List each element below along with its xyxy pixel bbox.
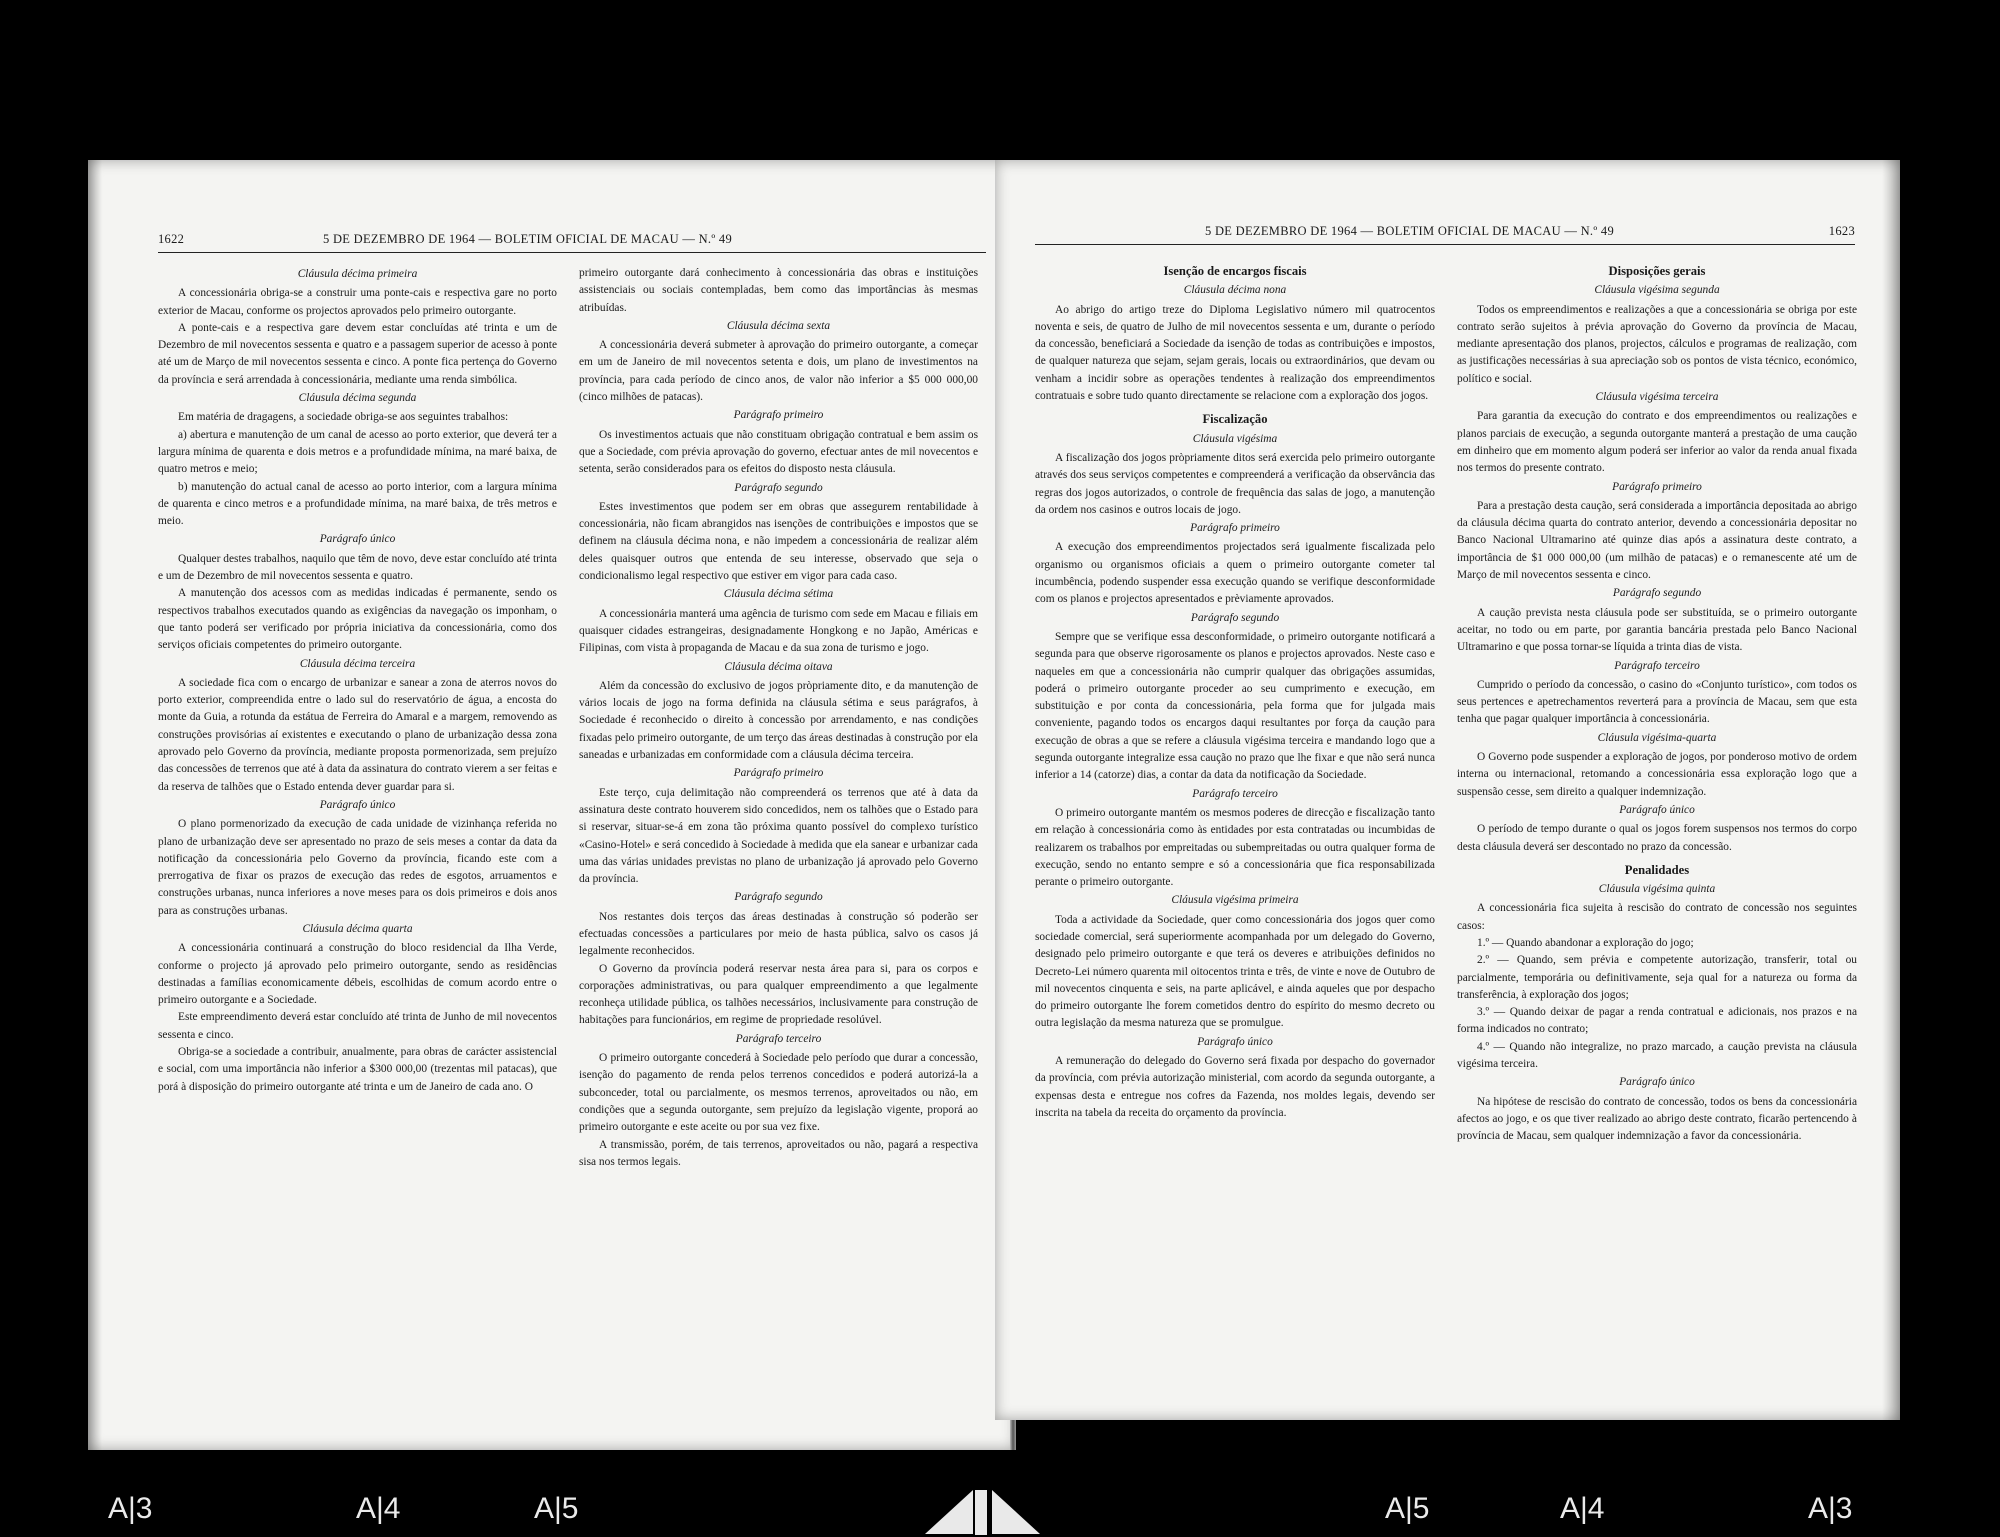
- paragraph: A concessionária manterá uma agência de turismo com sede em Macau e filiais em quaisquer cidades estrangeiras, designadamente Hongkong e no Japão, Américas e Filipinas, com vista à propaganda de Macau e da sua zona de turismo e jogo.: [579, 607, 978, 655]
- paragraph: Obriga-se a sociedade a contribuir, anualmente, para obras de carácter assistencial e social, com uma importância não inferior a $300 000,00 (trezentas mil patacas), que porá à disposição do primeiro outorgante até trinta e um de Janeiro de cada ano. O: [158, 1046, 557, 1093]
- paragraph: primeiro outorgante dará conhecimento à concessionária das obras e instituições assistenciais ou sociais contempladas, bem como das importâncias às mesmas atribuídas.: [579, 267, 978, 314]
- paragraph: O plano pormenorizado da execução de cada unidade de vizinhança referida no plano de urbanização deve ser apresentado no prazo de seis meses a contar da data da notificação da concessionária pelo Governo da província, ficando este com a prerrogativa de fixar os prazos de execução das redes de esgotos, arruamentos e construções urbanas, nunca inferiores a nove meses para os dois primeiros e dois anos para as construções urbanas.: [158, 818, 557, 917]
- page-shadow: [88, 160, 102, 1450]
- paragraph: A concessionária continuará a construção do bloco residencial da Ilha Verde, conforme o projecto já aprovado pelo primeiro outorgante, sendo as residências destinadas a famílias economicamente débeis, escolhidas de comum acordo entre o primeiro outorgante e a Sociedade.: [158, 942, 557, 1007]
- paragraph: Além da concessão do exclusivo de jogos pròpriamente dito, e da manutenção de vários locais de jogo na forma definida na cláusula sétima e seus parágrafos, à Sociedade é reconhecido o direito à concessão por arrendamento, e nas condições fixadas pelo primeiro outorgante, de um terço das áreas destinadas à construção por ela saneadas e urbanizadas em conformidade com a cláusula décima terceira.: [579, 679, 978, 762]
- section-heading: Parágrafo primeiro: [1612, 480, 1702, 493]
- paragraph: A concessionária obriga-se a construir uma ponte-cais e respectiva gare no porto exterior de Macau, conforme os projectos aprovados pelo primeiro outorgante.: [158, 287, 557, 317]
- paragraph: 2.º — Quando, sem prévia e competente autorização, transferir, total ou parcialmente, temporária ou definitivamente, seja qual for a natureza ou forma da transferência, à exploração dos jogos;: [1457, 954, 1857, 1001]
- header-title: 5 DE DEZEMBRO DE 1964 — BOLETIM OFICIAL DE MACAU — N.º 49: [1205, 224, 1615, 238]
- left-column-2: [579, 265, 978, 1171]
- paragraph: A caução prevista nesta cláusula pode ser substituída, se o primeiro outorgante aceitar, no todo ou em parte, por garantia bancária prestada pelo Banco Nacional Ultramarino e que possa tornar-se líquida a trinta dias de vista.: [1457, 606, 1857, 654]
- paragraph: Qualquer destes trabalhos, naquilo que têm de novo, deve estar concluído até trinta e um de Dezembro de mil novecentos sessenta e quatro.: [158, 552, 557, 583]
- paragraph: a) abertura e manutenção de um canal de acesso ao porto exterior, que deverá ter a largura mínima de quarenta e dois metros e a profundidade mínima, na maré baixa, de quatro metros e meio;: [158, 428, 557, 476]
- section-heading: Parágrafo primeiro: [1190, 522, 1280, 535]
- paragraph: O primeiro outorgante concederá à Sociedade pelo período que durar a concessão, isenção do pagamento de renda pelos terrenos concedidos e poderá autorizá-la a subconceder, total ou parcialmente, os mesmos terrenos, aproveitados ou não, em condições que a segunda outorgante, sem prejuízo da legislação vigente, proporá ao primeiro outorgante e este aceite ou por sua vez fixe.: [579, 1052, 978, 1134]
- section-heading: Parágrafo terceiro: [1614, 659, 1700, 672]
- section-heading: Cláusula vigésima-quarta: [1597, 731, 1717, 744]
- paragraph: Este empreendimento deverá estar concluído até trinta de Junho de mil novecentos sessenta e cinco.: [158, 1011, 557, 1041]
- paragraph: O Governo da província poderá reservar nesta área para si, para os corpos e corporações administrativas, ou para qualquer empreendimento a que legalmente reconheça utilidade pública, os talhões necessários, inclusivamente para construção de habitações para funcionários, em regime de propriedade resolúvel.: [579, 962, 978, 1027]
- paragraph: b) manutenção do actual canal de acesso ao porto interior, com a largura mínima de quarenta e cinco metros e a profundidade mínima, na maré baixa, de três metros e meio.: [158, 480, 557, 528]
- header-title: 5 DE DEZEMBRO DE 1964 — BOLETIM OFICIAL DE MACAU — N.º 49: [323, 232, 733, 246]
- section-heading: Parágrafo terceiro: [735, 1032, 822, 1045]
- section-heading: Parágrafo segundo: [1190, 611, 1280, 624]
- paragraph: A manutenção dos acessos com as medidas indicadas é permanente, sendo os respectivos trabalhos executados quando as exigências da navegação os imponham, o que tanto poderá ser verificado por própria iniciativa da concessionária, como dos serviços oficiais competentes do primeiro outorgante.: [158, 587, 557, 652]
- left-page: [88, 160, 1016, 1450]
- right-column-2: [1457, 257, 1857, 1146]
- paragraph: Cumprido o período da concessão, o casino do «Conjunto turístico», com todos os seus pertences e apetrechamentos reverterá para a província de Macau, sem que esta tenha que pagar qualquer importância à concessionária.: [1457, 678, 1857, 726]
- paragraph: 3.º — Quando deixar de pagar a renda contratual e adicionais, nos prazos e na forma indicados no contrato;: [1457, 1006, 1857, 1036]
- section-heading: Parágrafo primeiro: [733, 767, 824, 780]
- paragraph: A concessionária deverá submeter à aprovação do primeiro outorgante, a começar em um de Janeiro de mil novecentos setenta e dois, um plano de investimentos na província, para cada período de cinco anos, de valor não inferior a $5 000 000,00 (cinco milhões de patacas).: [579, 339, 978, 404]
- left-page-header: [158, 230, 986, 253]
- film-frame-mark: A|3: [1808, 1492, 1853, 1525]
- film-frame-mark: A|4: [356, 1492, 401, 1525]
- right-page-header: [1035, 222, 1855, 245]
- paragraph: A remuneração do delegado do Governo será fixada por despacho do governador da província, com prévia autorização ministerial, com acordo da segunda outorgante, a expensas desta e entregue nos cofres da Fazenda, nos moldes legais, devendo ser inscrita na tabela da receita do orçamento da província.: [1035, 1055, 1435, 1119]
- section-title: Penalidades: [1624, 862, 1690, 877]
- section-heading: Cláusula décima quarta: [302, 922, 413, 935]
- section-heading: Cláusula décima primeira: [297, 268, 418, 280]
- section-heading: Cláusula vigésima quinta: [1598, 883, 1716, 896]
- section-heading: Cláusula décima terceira: [299, 657, 416, 670]
- film-center-arrow-right: [992, 1490, 1040, 1534]
- section-heading: Parágrafo único: [319, 533, 396, 546]
- section-title: Fiscalização: [1202, 412, 1268, 427]
- section-heading: Cláusula décima segunda: [298, 392, 417, 405]
- section-heading: Cláusula vigésima terceira: [1595, 391, 1719, 404]
- paragraph: A ponte-cais e a respectiva gare devem estar concluídas até trinta e um de Dezembro de mil novecentos sessenta e quatro e a passagem superior de acesso à ponte até um de Março de mil novecentos sessenta e cinco. A ponte fica pertença do Governo da província e será arrendada à concessionária, mediante uma renda simbólica.: [158, 321, 557, 386]
- paragraph: Todos os empreendimentos e realizações a que a concessionária se obriga por este contrato serão sujeitos à prévia aprovação do Governo da província de Macau, mediante apresentação dos planos, projectos, cálculos e programas de realização, com as justificações necessárias à sua apreciação sob os pontos de vista técnico, económico, político e social.: [1457, 303, 1857, 385]
- film-frame-mark: A|5: [1385, 1492, 1430, 1525]
- film-frame-mark: A|5: [534, 1492, 579, 1525]
- right-column-1: [1035, 257, 1435, 1146]
- section-title: Isenção de encargos fiscais: [1163, 264, 1307, 278]
- section-heading: Parágrafo primeiro: [733, 409, 824, 422]
- section-heading: Parágrafo segundo: [1612, 587, 1702, 600]
- section-heading: Parágrafo segundo: [734, 891, 823, 904]
- paragraph: Estes investimentos que podem ser em obras que assegurem rentabilidade à concessionária, não ficam abrangidos nas isenções de contribuições e impostos que se definem na cláusula décima nona, e não impedem a concessionária de realizar além deles quaisquer outros que entenda de seu interesse, observado que seja o condicionalismo legal respectivo que estiver em vigor para cada caso.: [579, 500, 978, 583]
- section-heading: Cláusula vigésima: [1192, 432, 1278, 445]
- section-heading: Cláusula vigésima segunda: [1594, 284, 1720, 297]
- paragraph: Os investimentos actuais que não constituam obrigação contratual e bem assim os que a Sociedade, com prévia aprovação do governo, efectuar antes de mil novecentos e setenta, serão considerados para os efeitos do disposto nesta cláusula.: [579, 428, 978, 476]
- section-title: Disposições gerais: [1608, 264, 1706, 278]
- film-center-bar: [975, 1490, 987, 1535]
- section-heading: Cláusula décima nona: [1183, 284, 1287, 297]
- paragraph: A execução dos empreendimentos projectados será igualmente fiscalizada pelo organismo ou organismos oficiais a quem o primeiro outorgante cometer tal incumbência, podendo suspender essa execução quando se verifique desconformidade com os planos e projectos apresentados e prèviamente aprovados.: [1035, 541, 1435, 606]
- paragraph: Nos restantes dois terços das áreas destinadas à construção só poderão ser efectuadas concessões a particulares por meio de hasta pública, salvo os casos já legalmente reconhecidos.: [579, 910, 978, 958]
- section-heading: Parágrafo único: [1619, 803, 1695, 816]
- paragraph: Toda a actividade da Sociedade, quer como concessionária dos jogos quer como sociedade comercial, será superiormente acompanhada por um delegado do Governo, designado pelo primeiro outorgante e que terá os deveres e atribuições definidos no Decreto-Lei número quarenta mil oitocentos trinta e três, de vinte e nove de Outubro de mil novecentos cinquenta e seis, na parte aplicável, e ainda aqueles que por despacho do primeiro outorgante lhe forem cometidos dentro do espírito do mesmo decreto ou outra legislação da mesma natureza que se promulgue.: [1035, 913, 1435, 1030]
- page-number: 1623: [1828, 224, 1855, 238]
- paragraph: O primeiro outorgante mantém os mesmos poderes de direcção e fiscalização tanto em relação à concessionária como às entidades por esta contratadas ou incumbidas de realizarem os trabalhos por empreitadas ou subempreitadas ou outra qualquer forma de execução, sendo no entanto sempre e só a concessionária que fica responsabilizada perante o primeiro outorgante.: [1035, 806, 1435, 889]
- left-column-1: [158, 265, 557, 1171]
- paragraph: 1.º — Quando abandonar a exploração do jogo;: [1477, 936, 1694, 949]
- section-heading: Parágrafo único: [1197, 1035, 1273, 1048]
- section-heading: Parágrafo terceiro: [1192, 787, 1278, 800]
- page-shadow: [1882, 160, 1900, 1420]
- section-heading: Cláusula décima sexta: [726, 319, 831, 332]
- paragraph: A fiscalização dos jogos pròpriamente ditos será exercida pelo primeiro outorgante através dos seus serviços competentes e compreenderá a verificação da observância das regras dos jogos autorizados, o controle de frequência das salas de jogo, a manutenção da ordem nos casinos e outros locais de jogo.: [1035, 451, 1435, 516]
- paragraph: O Governo pode suspender a exploração de jogos, por ponderoso motivo de ordem interna ou internacional, retomando a concessionária essa exploração logo que a suspensão cesse, sem direito a qualquer indemnização.: [1457, 751, 1857, 798]
- film-frame-mark: A|3: [108, 1492, 153, 1525]
- paragraph: Em matéria de dragagens, a sociedade obriga-se aos seguintes trabalhos:: [178, 411, 509, 424]
- section-heading: Cláusula décima sétima: [723, 588, 834, 601]
- paragraph: A sociedade fica com o encargo de urbanizar e sanear a zona de aterros novos do porto exterior, compreendida entre o lado sul do reservatório de água, a encosta do monte da Guia, a rotunda da estátua de Ferreira do Amaral e a margem, removendo as construções provisórias aí existentes e executando o plano de urbanização dessa zona aprovado pelo Governo da província, mediante proposta pormenorizada, sem prejuízo das concessões de terrenos que até à data da assinatura do contrato vierem a ser feitas e da reserva de talhões que o Estado entenda dever guardar para si.: [158, 676, 557, 793]
- section-heading: Cláusula décima oitava: [724, 660, 833, 673]
- page-number: 1622: [158, 232, 185, 246]
- section-heading: Parágrafo único: [1619, 1076, 1695, 1089]
- paragraph: A transmissão, porém, de tais terrenos, aproveitados ou não, pagará a respectiva sisa nos termos legais.: [579, 1138, 978, 1168]
- paragraph: Para garantia da execução do contrato e dos empreendimentos ou realizações e planos parciais de execução, a segunda outorgante manterá a prestação de uma caução em dinheiro que em momento algum poderá ser inferior ao valor da renda anual fixada nos termos do presente contrato.: [1457, 410, 1857, 475]
- paragraph: 4.º — Quando não integralize, no prazo marcado, a caução prevista na cláusula vigésima terceira.: [1457, 1040, 1857, 1071]
- section-heading: Parágrafo único: [319, 798, 396, 811]
- section-heading: Cláusula vigésima primeira: [1171, 894, 1299, 907]
- film-center-arrow-left: [925, 1490, 973, 1534]
- section-heading: Parágrafo segundo: [734, 481, 823, 494]
- paragraph: Para a prestação desta caução, será considerada a importância depositada ao abrigo da cláusula décima quarta do contrato anterior, devendo a concessionária depositar no Banco Nacional Ultramarino até quinze dias após a assinatura deste contrato, a importância de $1 000 000,00 (um milhão de patacas) e o remanescente até um de Março de mil novecentos sessenta e cinco.: [1457, 499, 1857, 582]
- film-frame-mark: A|4: [1560, 1492, 1605, 1525]
- paragraph: Este terço, cuja delimitação não compreenderá os terrenos que até à data da assinatura deste contrato houverem sido concedidos, nem os talhões que o Estado para si reservar, situar-se-á em zona tão próxima quanto possível do complexo turístico «Casino-Hotel» e será concedido à Sociedade à medida que ela sanear e urbanizar cada uma das várias unidades previstas no plano de urbanização já aprovado pelo Governo da província.: [579, 786, 978, 886]
- paragraph: O período de tempo durante o qual os jogos forem suspensos nos termos do corpo desta cláusula deverá ser descontado no prazo da concessão.: [1457, 823, 1857, 853]
- paragraph: Sempre que se verifique essa desconformidade, o primeiro outorgante notificará a segunda para que observe rigorosamente os planos e projectos aprovados. Neste caso e naqueles em que a concessionária não cumprir qualquer das obrigações assumidas, poderá o primeiro outorgante proceder ao seu cumprimento e execução, em substituição e por conta da concessionária, pela forma que for julgada mais conveniente, pagando todos os encargos daqui resultantes por força da caução para execução de obras a que se refere a cláusula vigésima terceira e mandando logo que a segunda outorgante integralize essa caução no prazo que lhe fixar e que não será nunca inferior a 14 (catorze) dias, a contar da data da notificação da Sociedade.: [1035, 630, 1435, 782]
- right-page: [995, 160, 1900, 1420]
- paragraph: Na hipótese de rescisão do contrato de concessão, todos os bens da concessionária afectos ao jogo, e os que tiver realizado ao abrigo deste contrato, ficarão pertencendo à província de Macau, sem qualquer indemnização a favor da concessionária.: [1457, 1095, 1857, 1143]
- paragraph: A concessionária fica sujeita à rescisão do contrato de concessão nos seguintes casos:: [1457, 902, 1857, 932]
- paragraph: Ao abrigo do artigo treze do Diploma Legislativo número mil quatrocentos noventa e seis, de quatro de Julho de mil novecentos sessenta e um, durante o período da concessão, beneficiará a Sociedade da isenção de todas as contribuições e impostos, de qualquer natureza que sejam, sejam gerais, locais ou extraordinários, que devam ou venham a incidir sobre as operações tendentes à realização dos empreendimentos contratuais e sobre tudo quanto directamente se relacione com a exploração dos jogos.: [1035, 303, 1435, 403]
